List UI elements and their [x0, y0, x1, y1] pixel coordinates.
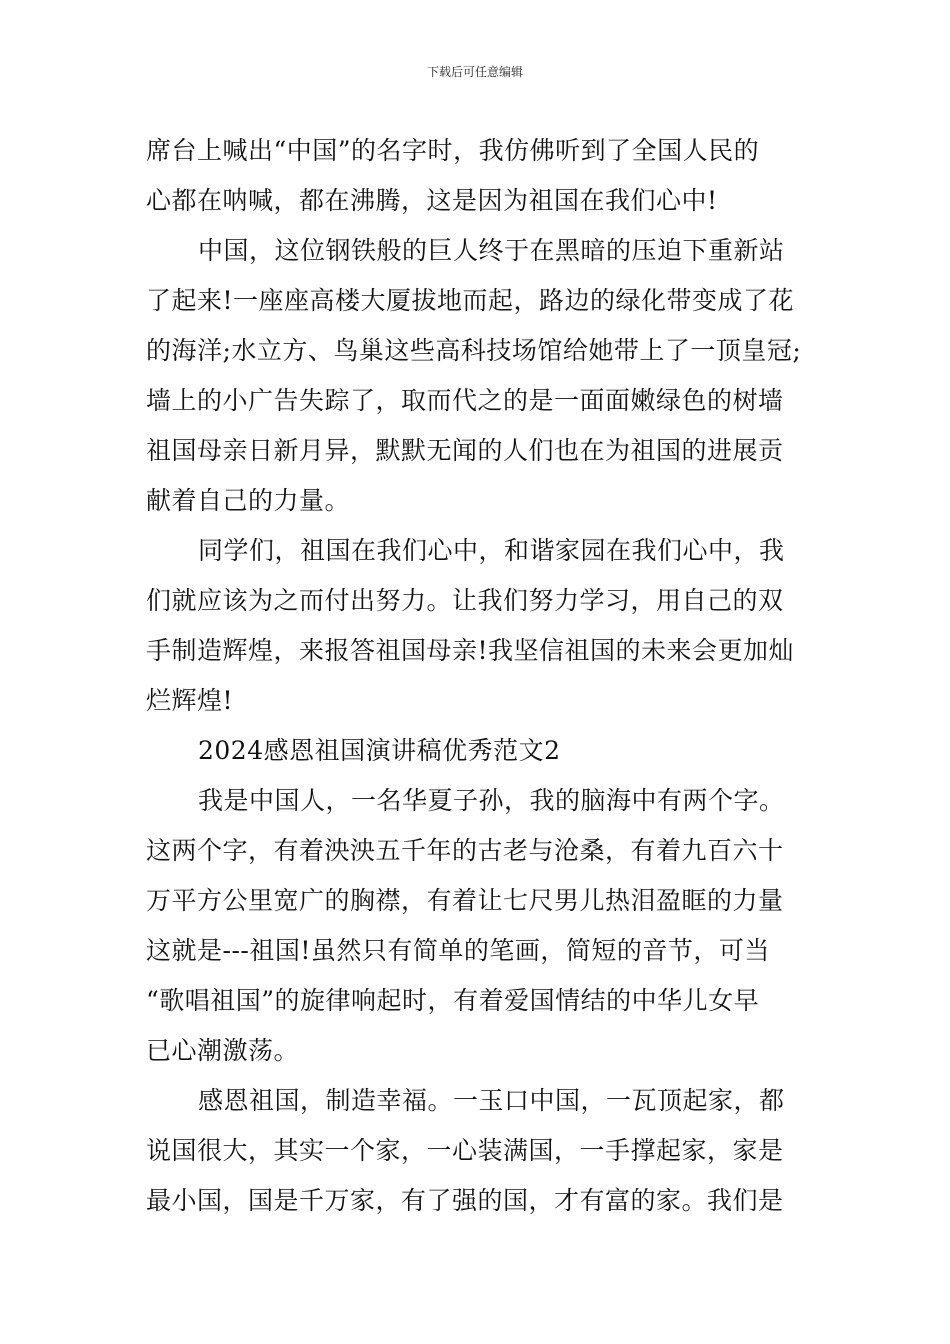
text-line: 最小国，国是千万家，有了强的国，才有富的家。我们是 [146, 1186, 784, 1215]
text-line: 这两个字，有着泱泱五千年的古老与沧桑，有着九百六十 [146, 836, 784, 865]
text-line: 2024感恩祖国演讲稿优秀范文2 [198, 736, 561, 765]
text-line: 们就应该为之而付出努力。让我们努力学习，用自己的双 [146, 586, 784, 615]
text-line: 烂辉煌! [146, 686, 234, 715]
text-line: 献着自己的力量。 [146, 486, 351, 515]
text-line: 的海洋;水立方、鸟巢这些高科技场馆给她带上了一顶皇冠; [146, 336, 802, 365]
page-header-note: 下载后可任意编辑 [426, 65, 523, 79]
text-line: 席台上喊出“中国”的名字时，我仿佛听到了全国人民的 [146, 136, 760, 165]
text-line: 心都在呐喊，都在沸腾，这是因为祖国在我们心中! [146, 186, 718, 215]
text-line: 中国，这位钢铁般的巨人终于在黑暗的压迫下重新站 [198, 236, 785, 265]
document-body [146, 126, 812, 1226]
text-line: 说国很大，其实一个家，一心装满国，一手撑起家，家是 [146, 1136, 784, 1165]
text-line: 墙上的小广告失踪了，取而代之的是一面面嫩绿色的树墙 [146, 386, 784, 415]
text-line: 我是中国人，一名华夏子孙，我的脑海中有两个字。 [198, 786, 785, 815]
text-line: 感恩祖国，制造幸福。一玉口中国，一瓦顶起家，都 [198, 1086, 785, 1115]
text-line: 已心潮激荡。 [146, 1036, 300, 1065]
text-line: 同学们，祖国在我们心中，和谐家园在我们心中，我 [198, 536, 785, 565]
text-line: “歌唱祖国”的旋律响起时，有着爱国情结的中华儿女早 [146, 986, 760, 1015]
text-line: 祖国母亲日新月异，默默无闻的人们也在为祖国的进展贡 [146, 436, 784, 465]
text-line: 了起来!一座座高楼大厦拔地而起，路边的绿化带变成了花 [146, 286, 795, 315]
text-line: 这就是---祖国!虽然只有简单的笔画，简短的音节，可当 [146, 936, 770, 965]
text-line: 手制造辉煌，来报答祖国母亲!我坚信祖国的未来会更加灿 [146, 636, 795, 665]
text-line: 万平方公里宽广的胸襟，有着让七尺男儿热泪盈眶的力量 [146, 886, 784, 915]
